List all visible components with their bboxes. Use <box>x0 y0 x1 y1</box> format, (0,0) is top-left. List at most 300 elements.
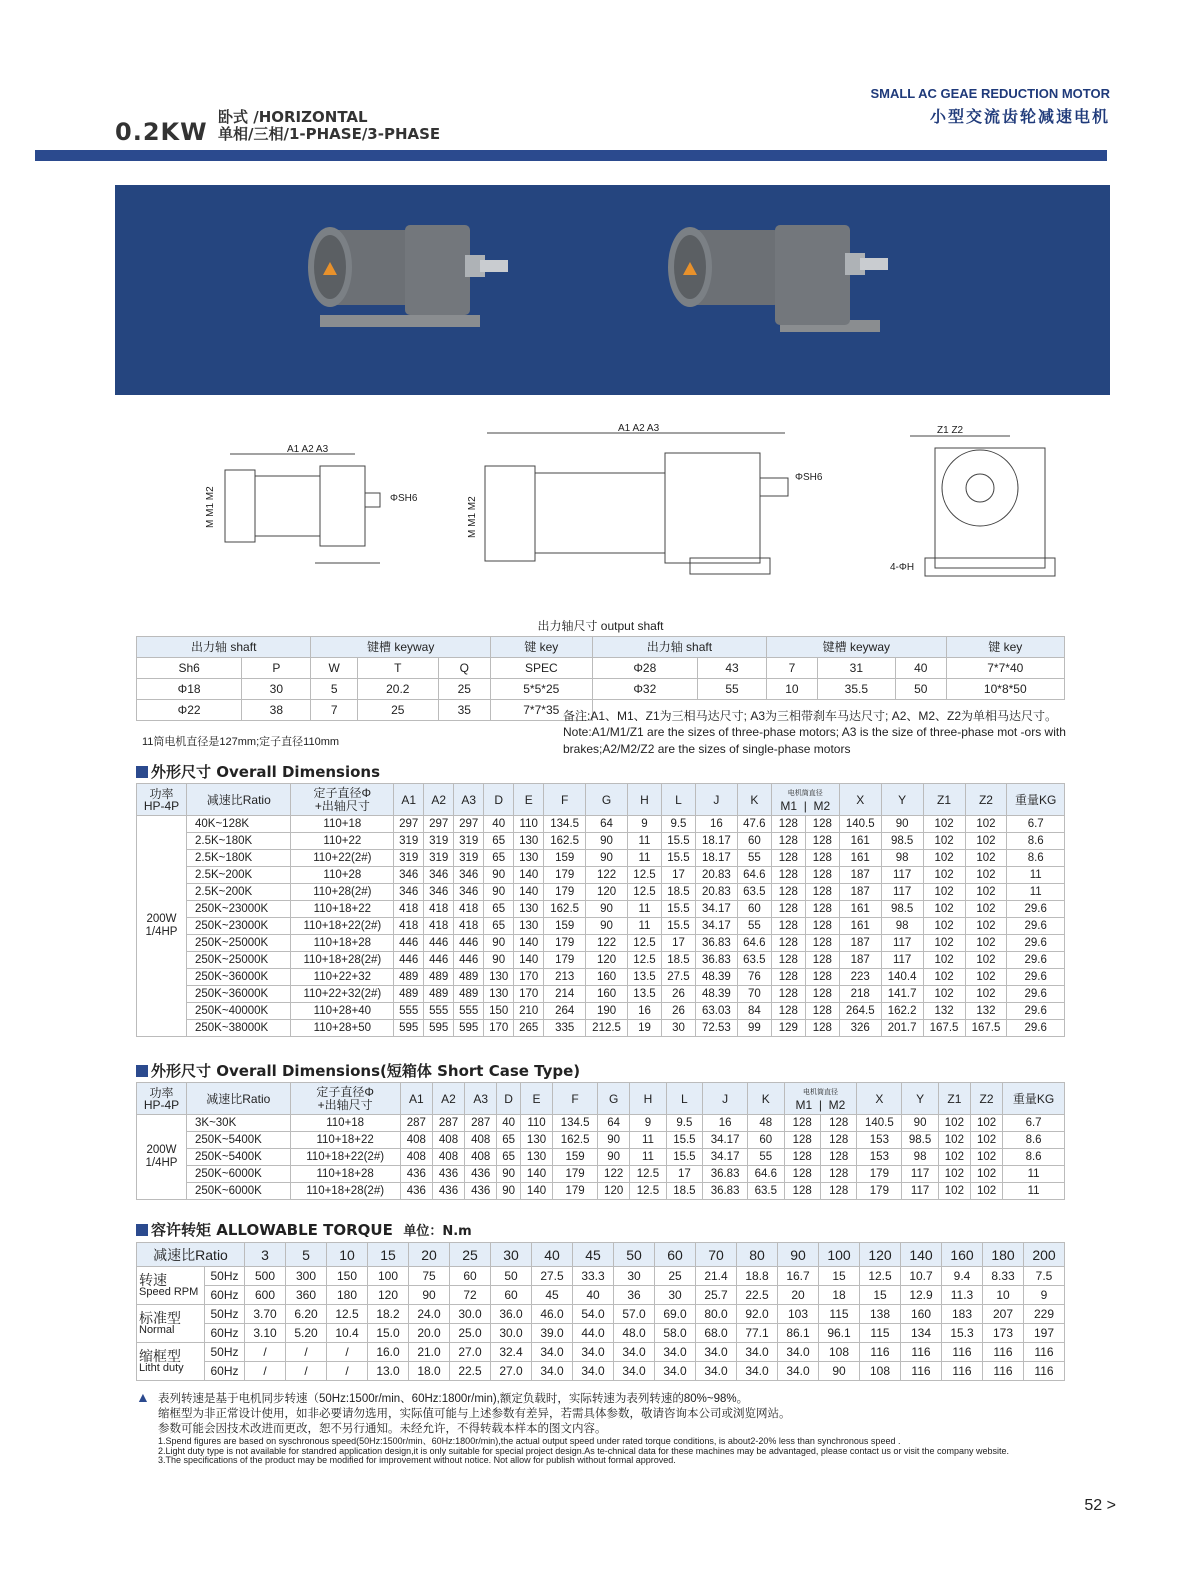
shaft-cell: 50 <box>895 678 946 699</box>
torque-cell: 34.0 <box>614 1362 655 1381</box>
shaft-cell: 25 <box>357 699 438 720</box>
col-header: D <box>497 1083 521 1115</box>
table-row <box>137 1132 1065 1149</box>
dim-cell: 17 <box>661 935 695 952</box>
notes-en <box>158 1437 1068 1466</box>
table-row <box>137 1324 1065 1343</box>
shaft-header-right: 出力轴 shaft <box>592 636 766 657</box>
torque-cell: 3.10 <box>245 1324 286 1343</box>
hz-cell: 60Hz <box>205 1286 245 1305</box>
dim-cell: 90 <box>586 833 628 850</box>
shaft-cell: Φ28 <box>592 657 697 678</box>
dim-cell: 11 <box>1003 1183 1065 1200</box>
dim-cell: 2.5K~200K <box>187 867 291 884</box>
dim-cell: 102 <box>970 1183 1002 1200</box>
dim-cell: 250K~40000K <box>187 1003 291 1020</box>
dim-cell: 319 <box>454 833 484 850</box>
dim-cell: 179 <box>544 935 586 952</box>
ratio-cell: 20 <box>409 1243 450 1267</box>
torque-cell: 34.0 <box>573 1362 614 1381</box>
svg-text:M M1 M2: M M1 M2 <box>205 486 216 528</box>
dim-cell: 489 <box>454 969 484 986</box>
power-cell: 200W 1/4HP <box>137 1115 187 1200</box>
dim-cell: 110+18+28 <box>290 1166 400 1183</box>
motor-dia-header: 电机筒直径 M1 | M2 <box>784 1083 857 1115</box>
table-row <box>137 901 1065 918</box>
motor-images <box>115 185 1110 395</box>
torque-cell: 90 <box>409 1286 450 1305</box>
dim-cell: 8.6 <box>1007 833 1065 850</box>
torque-cell: / <box>245 1362 286 1381</box>
dim-cell: 102 <box>923 867 965 884</box>
torque-cell: 24.0 <box>409 1305 450 1324</box>
dim-cell: 64 <box>586 816 628 833</box>
dim-cell: 160 <box>586 969 628 986</box>
dim-cell: 319 <box>454 850 484 867</box>
dim-cell: 140.5 <box>839 816 881 833</box>
torque-cell: 60 <box>491 1286 532 1305</box>
dim-cell: 110 <box>520 1115 552 1132</box>
dim-cell: 162.2 <box>881 1003 923 1020</box>
torque-cell: 5.20 <box>286 1324 327 1343</box>
dim-cell: 98 <box>881 918 923 935</box>
dim-cell: 16 <box>703 1115 748 1132</box>
dim-cell: 210 <box>514 1003 544 1020</box>
ratio-cell: 40 <box>532 1243 573 1267</box>
dim-cell: 128 <box>771 918 805 935</box>
dim-cell: 132 <box>965 1003 1007 1020</box>
dim-cell: 102 <box>965 816 1007 833</box>
dim-cell: 102 <box>923 969 965 986</box>
section-title-torque <box>136 1219 472 1240</box>
torque-cell: 40 <box>573 1286 614 1305</box>
dim-cell: 70 <box>737 986 771 1003</box>
torque-cell: 108 <box>860 1362 901 1381</box>
dim-cell: 90 <box>497 1166 521 1183</box>
dim-cell: 446 <box>394 935 424 952</box>
dim-cell: 418 <box>394 918 424 935</box>
dim-cell: 128 <box>771 884 805 901</box>
sub-header: T <box>357 657 438 678</box>
section-title-dims <box>136 761 380 782</box>
torque-unit: 单位：N.m <box>403 1224 472 1239</box>
dim-cell: 15.5 <box>661 850 695 867</box>
dim-cell: 102 <box>938 1183 970 1200</box>
torque-cell: 50 <box>491 1267 532 1286</box>
dim-cell: 489 <box>394 986 424 1003</box>
dim-cell: 128 <box>771 901 805 918</box>
dim-cell: 212.5 <box>586 1020 628 1037</box>
dim-cell: 29.6 <box>1007 986 1065 1003</box>
dim-cell: 130 <box>514 850 544 867</box>
dim-cell: 170 <box>514 969 544 986</box>
dim-cell: 179 <box>553 1183 598 1200</box>
dim-cell: 250K~23000K <box>187 901 291 918</box>
power-rating: 0.2KW <box>115 118 208 146</box>
hz-cell: 50Hz <box>205 1267 245 1286</box>
dim-cell: 90 <box>484 935 514 952</box>
dim-cell: 9 <box>628 816 662 833</box>
table-row <box>137 986 1065 1003</box>
torque-cell: 96.1 <box>819 1324 860 1343</box>
dim-cell: 214 <box>544 986 586 1003</box>
dim-cell: 110+22 <box>291 833 394 850</box>
note-en-2: 2.Light duty type is not available for standred application design,it is only suitable for special project design.As te-chnical data for these machines may be advantaged, please contact us or visit the company website. <box>158 1445 1009 1456</box>
dim-cell: 436 <box>432 1166 464 1183</box>
shaft-cell: 5 <box>311 678 357 699</box>
dim-cell: 15.5 <box>666 1149 702 1166</box>
dim-cell: 117 <box>902 1166 938 1183</box>
dim-cell: 140 <box>520 1166 552 1183</box>
dim-cell: 162.5 <box>544 833 586 850</box>
dim-cell: 167.5 <box>965 1020 1007 1037</box>
dimension-drawings <box>195 418 1095 603</box>
dim-cell: 18.17 <box>695 833 737 850</box>
col-header: Y <box>881 784 923 816</box>
dim-cell: 3K~30K <box>187 1115 291 1132</box>
torque-cell: 116 <box>901 1343 942 1362</box>
dim-cell: 153 <box>857 1149 902 1166</box>
dim-cell: 15.5 <box>661 833 695 850</box>
dim-cell: 110+22+32 <box>291 969 394 986</box>
torque-cell: / <box>327 1362 368 1381</box>
torque-cell: 116 <box>942 1362 983 1381</box>
dim-cell: 555 <box>424 1003 454 1020</box>
dim-cell: 34.17 <box>703 1149 748 1166</box>
shaft-cell: 35 <box>438 699 490 720</box>
note-cn-3: 参数可能会因技术改进而更改，恕不另行通知。未经允许，不得转载本样本的图文内容。 <box>158 1423 607 1435</box>
dim-cell: 130 <box>514 901 544 918</box>
dim-cell: 128 <box>805 952 839 969</box>
dim-cell: 120 <box>586 952 628 969</box>
sub-header: SPEC <box>490 657 592 678</box>
shaft-cell: 40 <box>895 657 946 678</box>
dim-cell: 17 <box>666 1166 702 1183</box>
torque-cell: 25.7 <box>696 1286 737 1305</box>
shaft-cell: 7 <box>311 699 357 720</box>
hz-cell: 50Hz <box>205 1343 245 1362</box>
dim-cell: 102 <box>923 986 965 1003</box>
torque-cell: 18.2 <box>368 1305 409 1324</box>
dim-cell: 446 <box>424 952 454 969</box>
dim-cell: 297 <box>424 816 454 833</box>
drawing-side-view <box>890 425 1055 576</box>
section-square-icon <box>136 1224 148 1236</box>
dim-cell: 346 <box>454 867 484 884</box>
dim-cell: 595 <box>394 1020 424 1037</box>
torque-cell: 77.1 <box>737 1324 778 1343</box>
torque-cell: 3.70 <box>245 1305 286 1324</box>
col-header: A1 <box>394 784 424 816</box>
dim-cell: 117 <box>902 1183 938 1200</box>
dim-cell: 8.6 <box>1007 850 1065 867</box>
dim-cell: 76 <box>737 969 771 986</box>
dim-cell: 128 <box>784 1183 820 1200</box>
dim-cell: 128 <box>820 1166 856 1183</box>
dim-cell: 36.83 <box>695 952 737 969</box>
col-header: J <box>695 784 737 816</box>
torque-cell: 600 <box>245 1286 286 1305</box>
dim-cell: 130 <box>514 833 544 850</box>
torque-cell: 207 <box>983 1305 1024 1324</box>
shaft-cell: 30 <box>242 678 311 699</box>
col-header: X <box>839 784 881 816</box>
torque-cell: 30.0 <box>491 1324 532 1343</box>
note-cn-1: 表列转速是基于电机同步转速（50Hz:1500r/min、60Hz:1800r/min),额定负载时，实际转速为表列转速的80%~98%。 <box>158 1393 749 1405</box>
sub-header: Q <box>438 657 490 678</box>
stator-header: 定子直径Φ +出轴尺寸 <box>291 784 394 816</box>
table-row <box>137 1286 1065 1305</box>
dim-cell: 65 <box>484 850 514 867</box>
ratio-cell: 30 <box>491 1243 532 1267</box>
torque-cell: 34.0 <box>573 1343 614 1362</box>
dim-cell: 17 <box>661 867 695 884</box>
shaft-cell: Φ18 <box>137 678 242 699</box>
dim-cell: 48 <box>748 1115 784 1132</box>
dim-cell: 29.6 <box>1007 901 1065 918</box>
dim-cell: 102 <box>938 1115 970 1132</box>
dim-cell: 179 <box>544 884 586 901</box>
torque-cell: 34.0 <box>696 1362 737 1381</box>
dim-cell: 36.83 <box>695 935 737 952</box>
dim-cell: 319 <box>394 850 424 867</box>
dim-cell: 140 <box>514 884 544 901</box>
dim-cell: 159 <box>553 1149 598 1166</box>
dim-cell: 98.5 <box>902 1132 938 1149</box>
dim-cell: 8.6 <box>1003 1149 1065 1166</box>
section-title-cn: 容许转矩 <box>151 1221 212 1239</box>
dim-cell: 122 <box>586 935 628 952</box>
torque-cell: 108 <box>819 1343 860 1362</box>
keyway-header-right: 键槽 keyway <box>767 636 946 657</box>
dim-cell: 18.5 <box>661 884 695 901</box>
dim-cell: 99 <box>737 1020 771 1037</box>
dim-cell: 11 <box>630 1132 666 1149</box>
torque-cell: 27.0 <box>450 1343 491 1362</box>
dim-cell: 140 <box>514 867 544 884</box>
torque-cell: 21.0 <box>409 1343 450 1362</box>
dim-cell: 418 <box>424 918 454 935</box>
torque-cell: 12.9 <box>901 1286 942 1305</box>
torque-cell: 80.0 <box>696 1305 737 1324</box>
torque-cell: 116 <box>860 1343 901 1362</box>
dim-cell: 346 <box>394 884 424 901</box>
power-header: 功率 HP-4P <box>137 1083 187 1115</box>
shaft-cell: Φ22 <box>137 699 242 720</box>
dim-cell: 128 <box>771 986 805 1003</box>
dim-cell: 250K~36000K <box>187 986 291 1003</box>
torque-cell: 36 <box>614 1286 655 1305</box>
drawing-long-case <box>467 423 823 574</box>
dim-cell: 179 <box>544 867 586 884</box>
notes-cn <box>136 1390 791 1437</box>
dim-cell: 90 <box>484 952 514 969</box>
shaft-cell: 20.2 <box>357 678 438 699</box>
torque-cell: 92.0 <box>737 1305 778 1324</box>
dim-cell: 40 <box>484 816 514 833</box>
ratio-cell: 100 <box>819 1243 860 1267</box>
torque-cell: 197 <box>1024 1324 1065 1343</box>
dim-cell: 102 <box>965 986 1007 1003</box>
torque-cell: 34.0 <box>778 1362 819 1381</box>
dim-cell: 102 <box>923 833 965 850</box>
torque-cell: 115 <box>860 1324 901 1343</box>
section-title-en: Overall Dimensions <box>216 763 381 781</box>
dim-cell: 418 <box>454 901 484 918</box>
ratio-header: 减速比Ratio <box>137 1243 245 1267</box>
col-header: A2 <box>432 1083 464 1115</box>
hz-cell: 60Hz <box>205 1324 245 1343</box>
torque-cell: 22.5 <box>450 1362 491 1381</box>
dim-cell: 265 <box>514 1020 544 1037</box>
dim-cell: 446 <box>394 952 424 969</box>
dim-cell: 170 <box>514 986 544 1003</box>
dim-cell: 128 <box>771 833 805 850</box>
dim-cell: 128 <box>805 969 839 986</box>
dim-cell: 102 <box>965 918 1007 935</box>
dim-cell: 64.6 <box>737 935 771 952</box>
dim-cell: 9 <box>630 1115 666 1132</box>
dim-cell: 2.5K~180K <box>187 850 291 867</box>
table-row <box>137 1149 1065 1166</box>
torque-cell: 15 <box>819 1267 860 1286</box>
torque-cell: 32.4 <box>491 1343 532 1362</box>
table-row <box>137 1343 1065 1362</box>
ratio-cell: 60 <box>655 1243 696 1267</box>
col-header: A3 <box>454 784 484 816</box>
dim-cell: 11 <box>628 918 662 935</box>
dim-cell: 26 <box>661 986 695 1003</box>
dim-cell: 102 <box>923 850 965 867</box>
col-header: E <box>514 784 544 816</box>
dim-cell: 162.5 <box>544 901 586 918</box>
dim-cell: 161 <box>839 833 881 850</box>
page-number: 52 > <box>1084 1497 1116 1514</box>
dim-cell: 128 <box>771 1003 805 1020</box>
dim-cell: 12.5 <box>630 1183 666 1200</box>
col-header: A2 <box>424 784 454 816</box>
col-header: G <box>586 784 628 816</box>
dim-cell: 90 <box>881 816 923 833</box>
dim-cell: 128 <box>820 1115 856 1132</box>
dim-cell: 128 <box>805 986 839 1003</box>
dim-cell: 36.83 <box>703 1166 748 1183</box>
section-title-cn: 外形尺寸 <box>151 763 212 781</box>
dim-cell: 34.17 <box>703 1132 748 1149</box>
note-en-1: 1.Spend figures are based on syschronous speed(50Hz:1500r/min、60Hz:1800r/min),the actual output speed under rated torque conditions, is about2-20% less than synchronous speed . <box>158 1436 901 1446</box>
svg-text:A1 A2 A3: A1 A2 A3 <box>618 423 660 434</box>
dim-cell: 102 <box>970 1115 1002 1132</box>
svg-text:ΦSH6: ΦSH6 <box>390 493 418 504</box>
dim-cell: 150 <box>484 1003 514 1020</box>
dim-cell: 418 <box>394 901 424 918</box>
torque-cell: 229 <box>1024 1305 1065 1324</box>
torque-cell: 500 <box>245 1267 286 1286</box>
dim-cell: 102 <box>965 884 1007 901</box>
torque-cell: 15.0 <box>368 1324 409 1343</box>
dim-cell: 408 <box>400 1149 432 1166</box>
dim-cell: 102 <box>965 952 1007 969</box>
dim-cell: 128 <box>820 1183 856 1200</box>
table-row <box>137 1115 1065 1132</box>
power-header: 功率 HP-4P <box>137 784 187 816</box>
torque-cell: / <box>327 1343 368 1362</box>
torque-cell: 20.0 <box>409 1324 450 1343</box>
dim-cell: 102 <box>965 935 1007 952</box>
torque-cell: 44.0 <box>573 1324 614 1343</box>
dim-cell: 140 <box>514 935 544 952</box>
dim-cell: 34.17 <box>695 918 737 935</box>
dim-cell: 128 <box>805 867 839 884</box>
dim-cell: 161 <box>839 901 881 918</box>
dim-cell: 319 <box>424 833 454 850</box>
dim-cell: 179 <box>857 1183 902 1200</box>
dim-cell: 122 <box>598 1166 630 1183</box>
dim-cell: 102 <box>965 850 1007 867</box>
torque-cell: 15.3 <box>942 1324 983 1343</box>
dim-cell: 346 <box>424 867 454 884</box>
dim-cell: 64 <box>598 1115 630 1132</box>
dim-cell: 213 <box>544 969 586 986</box>
dim-cell: 102 <box>923 884 965 901</box>
dim-cell: 250K~25000K <box>187 935 291 952</box>
section-square-icon <box>136 766 148 778</box>
dim-cell: 15.5 <box>666 1132 702 1149</box>
drawing-short-case <box>205 444 418 563</box>
col-header: J <box>703 1083 748 1115</box>
ratio-cell: 10 <box>327 1243 368 1267</box>
shaft-cell: 10*8*50 <box>946 678 1064 699</box>
dim-cell: 140.5 <box>857 1115 902 1132</box>
dim-cell: 436 <box>400 1183 432 1200</box>
ratio-cell: 25 <box>450 1243 491 1267</box>
torque-cell: 134 <box>901 1324 942 1343</box>
dim-cell: 160 <box>586 986 628 1003</box>
group-label: 缩框型 Litht duty <box>137 1343 205 1381</box>
weight-header: 重量KG <box>1003 1083 1065 1115</box>
torque-cell: 9.4 <box>942 1267 983 1286</box>
dim-cell: 489 <box>394 969 424 986</box>
table-row <box>137 884 1065 901</box>
ratio-cell: 3 <box>245 1243 286 1267</box>
ratio-cell: 15 <box>368 1243 409 1267</box>
dim-cell: 29.6 <box>1007 1003 1065 1020</box>
dim-cell: 128 <box>805 850 839 867</box>
dim-cell: 55 <box>748 1149 784 1166</box>
dim-cell: 55 <box>737 918 771 935</box>
shaft-cell: 25 <box>438 678 490 699</box>
dim-cell: 128 <box>805 918 839 935</box>
dim-cell: 201.7 <box>881 1020 923 1037</box>
dim-cell: 2.5K~200K <box>187 884 291 901</box>
dim-cell: 140 <box>520 1183 552 1200</box>
dim-cell: 102 <box>923 952 965 969</box>
dim-cell: 102 <box>970 1166 1002 1183</box>
torque-cell: 16.0 <box>368 1343 409 1362</box>
dim-cell: 326 <box>839 1020 881 1037</box>
dim-cell: 34.17 <box>695 901 737 918</box>
stator-header: 定子直径Φ +出轴尺寸 <box>290 1083 400 1115</box>
dim-cell: 187 <box>839 867 881 884</box>
dim-cell: 489 <box>454 986 484 1003</box>
dim-cell: 64.6 <box>737 867 771 884</box>
dim-cell: 102 <box>923 816 965 833</box>
torque-cell: 12.5 <box>327 1305 368 1324</box>
table-row <box>137 850 1065 867</box>
ratio-cell: 90 <box>778 1243 819 1267</box>
dim-cell: 250K~6000K <box>187 1183 291 1200</box>
dim-cell: 110+18+28(2#) <box>290 1183 400 1200</box>
